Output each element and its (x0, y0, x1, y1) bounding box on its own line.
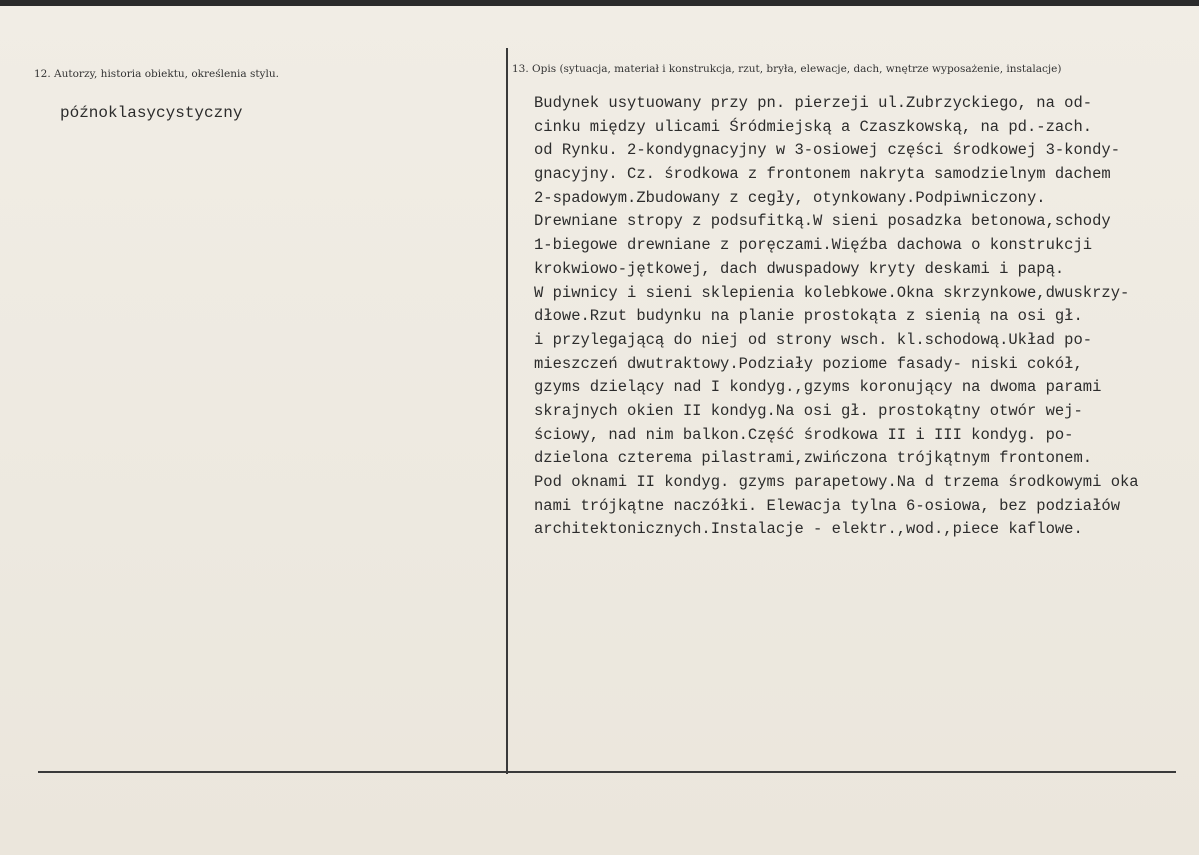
description-line: 1-biegowe drewniane z poręczami.Więźba dachowa o konstrukcji (534, 236, 1093, 255)
description-line: dzielona czterema pilastrami,zwińczona trójkątnym frontonem. (534, 449, 1093, 468)
description-line: od Rynku. 2-kondygnacyjny w 3-osiowej części środkowej 3-kondy- (534, 141, 1120, 160)
column-divider (506, 48, 508, 774)
description-line: Drewniane stropy z podsufitką.W sieni posadzka betonowa,schody (534, 212, 1111, 231)
description-line: W piwnicy i sieni sklepienia kolebkowe.Okna skrzynkowe,dwuskrzy- (534, 283, 1130, 302)
description-line: mieszczeń dwutraktowy.Podziały poziome fasady- niski cokół, (534, 354, 1083, 373)
field-13-label: 13. Opis (sytuacja, materiał i konstrukcja, rzut, bryła, elewacje, dach, wnętrze wyposażenie, instalacje) (512, 63, 1062, 75)
bottom-rule (38, 771, 1176, 773)
description-line: Pod oknami II kondyg. gzyms parapetowy.Na d trzema środkowymi oka (534, 473, 1139, 491)
description-line: nami trójkątne naczółki. Elewacja tylna 6-osiowa, bez podziałów (534, 496, 1120, 515)
description-line: krokwiowo-jętkowej, dach dwuspadowy kryty deskami i papą. (534, 259, 1065, 278)
description-line: cinku między ulicami Śródmiejską a Czaszkowską, na pd.-zach. (534, 117, 1093, 136)
description-line: architektonicznych.Instalacje - elektr.,wod.,piece kaflowe. (534, 520, 1083, 539)
field-12-label: 12. Autorzy, historia obiektu, określenia stylu. (34, 68, 279, 80)
description-text (534, 92, 1184, 542)
description-line: i przylegającą do niej od strony wsch. kl.schodową.Układ po- (534, 330, 1093, 349)
description-line: gnacyjny. Cz. środkowa z frontonem nakryta samodzielnym dachem (534, 165, 1111, 184)
style-value: późnoklasycystyczny (60, 104, 243, 122)
description-line: Budynek usytuowany przy pn. pierzeji ul.Zubrzyckiego, na od- (534, 94, 1093, 112)
description-line: dłowe.Rzut budynku na planie prostokąta z sienią na osi gł. (534, 307, 1083, 326)
description-line: 2-spadowym.Zbudowany z cegły, otynkowany.Podpiwniczony. (534, 188, 1046, 207)
description-line: gzyms dzielący nad I kondyg.,gzyms koronujący na dwoma parami (534, 378, 1102, 397)
description-line: ściowy, nad nim balkon.Część środkowa II i III kondyg. po- (534, 425, 1074, 444)
description-line: skrajnych okien II kondyg.Na osi gł. prostokątny otwór wej- (534, 401, 1083, 420)
